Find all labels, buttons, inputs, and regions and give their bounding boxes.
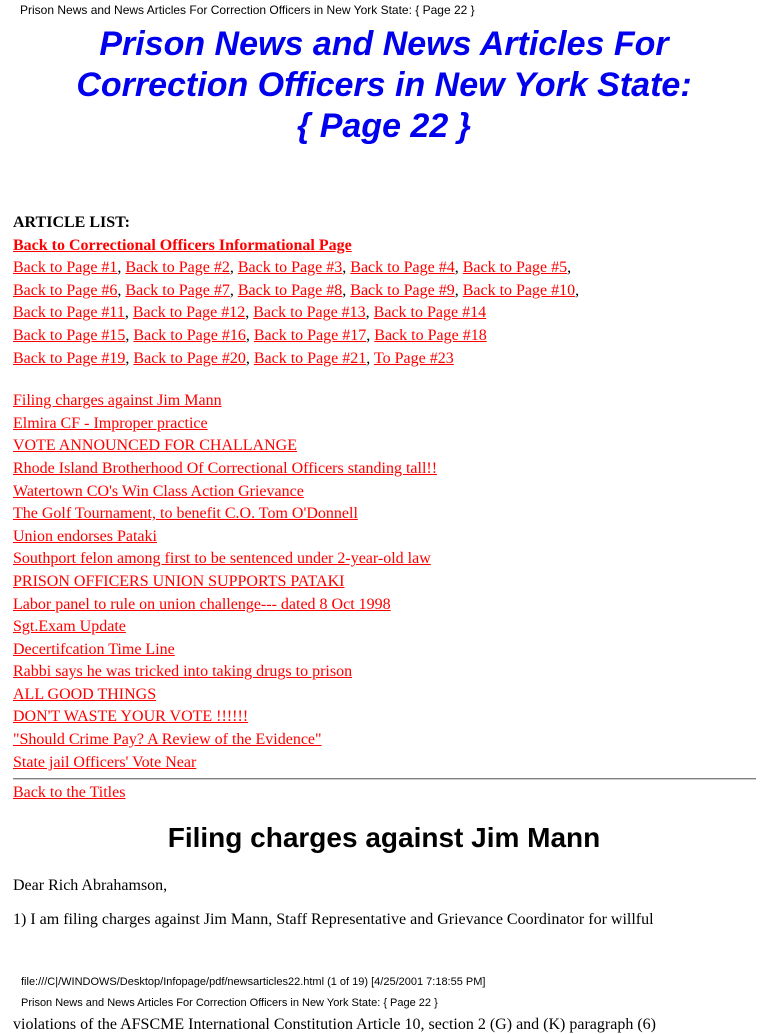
article-link[interactable]: Elmira CF - Improper practice — [13, 414, 208, 432]
page-link[interactable]: Back to Page #14 — [373, 304, 487, 322]
title-line: { Page 22 } — [297, 107, 471, 145]
page-link[interactable]: Back to Page #20 — [133, 349, 246, 367]
page-link[interactable]: Back to Page #5 — [462, 259, 568, 277]
page-link[interactable]: Back to Page #9 — [350, 281, 455, 299]
page-link[interactable]: Back to Page #12 — [132, 304, 246, 322]
salutation: Dear Rich Abrahamson, — [13, 877, 168, 894]
article-link[interactable]: Filing charges against Jim Mann — [13, 392, 222, 410]
page-link[interactable]: Back to Page #18 — [374, 326, 487, 344]
article-list — [13, 212, 758, 774]
page-link[interactable]: Back to Page #16 — [133, 326, 246, 344]
page-link[interactable]: Back to Page #7 — [125, 281, 230, 299]
info-page-link[interactable]: Back to Correctional Officers Informational Page — [13, 236, 352, 254]
title-line: Prison News and News Articles For — [99, 25, 669, 63]
page-link[interactable]: Back to Page #1 — [13, 259, 118, 277]
article-link[interactable]: Union endorses Pataki — [13, 527, 157, 545]
page-link-row: Back to Page #1, Back to Page #2, Back to Page #3, Back to Page #4, Back to Page #5, — [13, 259, 572, 277]
article-link[interactable]: PRISON OFFICERS UNION SUPPORTS PATAKI — [13, 572, 345, 590]
page-link[interactable]: Back to Page #3 — [237, 259, 343, 277]
article-paragraph: 1) I am filing charges against Jim Mann, Staff Representative and Grievance Coordinator for willful — [13, 911, 654, 928]
article-link[interactable]: The Golf Tournament, to benefit C.O. Tom O'Donnell — [13, 505, 358, 523]
article-link[interactable]: Sgt.Exam Update — [13, 618, 126, 636]
article-heading: Filing charges against Jim Mann — [167, 822, 601, 853]
back-to-titles-link[interactable]: Back to the Titles — [13, 784, 126, 801]
page-link[interactable]: Back to Page #8 — [237, 281, 343, 299]
article-link[interactable]: Rabbi says he was tricked into taking drugs to prison — [13, 663, 353, 681]
article-link[interactable]: Southport felon among first to be sentenced under 2-year-old law — [13, 550, 431, 568]
horizontal-rule — [13, 778, 756, 780]
footer-file-info: file:///C|/WINDOWS/Desktop/Infopage/pdf/newsarticles22.html (1 of 19) [4/25/2001 7:18:55 PM] — [21, 976, 486, 988]
footer-running-title: Prison News and News Articles For Correction Officers in New York State: { Page 22 } — [21, 997, 438, 1009]
page-title — [0, 24, 768, 147]
article-link[interactable]: Decertifcation Time Line — [13, 640, 175, 658]
page-link[interactable]: Back to Page #13 — [253, 304, 366, 322]
article-link[interactable]: DON'T WASTE YOUR VOTE !!!!!! — [13, 708, 249, 726]
page-link-row: Back to Page #15, Back to Page #16, Back to Page #17, Back to Page #18 — [13, 326, 487, 344]
page-link[interactable]: Back to Page #21 — [253, 349, 367, 367]
article-links — [13, 390, 758, 774]
page-link[interactable]: Back to Page #4 — [350, 259, 455, 277]
title-line: Correction Officers in New York State: — [76, 66, 692, 104]
article-link[interactable]: ALL GOOD THINGS — [13, 685, 157, 703]
page-link[interactable]: Back to Page #10 — [462, 281, 576, 299]
next-page-text: violations of the AFSCME International Constitution Article 10, section 2 (G) and (K) paragraph (6) — [13, 1016, 656, 1033]
page-link[interactable]: To Page #23 — [373, 349, 454, 367]
page-link[interactable]: Back to Page #11 — [13, 304, 125, 322]
page-link-row: Back to Page #11, Back to Page #12, Back to Page #13, Back to Page #14 — [13, 304, 487, 322]
page-link[interactable]: Back to Page #2 — [125, 259, 230, 277]
running-header: Prison News and News Articles For Correction Officers in New York State: { Page 22 } — [20, 3, 475, 17]
article-link[interactable]: VOTE ANNOUNCED FOR CHALLANGE — [13, 437, 297, 455]
page-link-row: Back to Page #6, Back to Page #7, Back to Page #8, Back to Page #9, Back to Page #10, — [13, 281, 580, 299]
page-link[interactable]: Back to Page #17 — [253, 326, 367, 344]
article-list-heading: ARTICLE LIST: — [13, 214, 130, 231]
article-link[interactable]: "Should Crime Pay? A Review of the Evidence" — [13, 731, 322, 749]
page-link[interactable]: Back to Page #19 — [13, 349, 126, 367]
article-link[interactable]: State jail Officers' Vote Near — [13, 753, 197, 771]
page-link[interactable]: Back to Page #6 — [13, 281, 118, 299]
article-link[interactable]: Rhode Island Brotherhood Of Correctional Officers standing tall!! — [13, 459, 438, 477]
page-link[interactable]: Back to Page #15 — [13, 326, 126, 344]
article-link[interactable]: Watertown CO's Win Class Action Grievance — [13, 482, 304, 500]
article-link[interactable]: Labor panel to rule on union challenge--- dated 8 Oct 1998 — [13, 595, 391, 613]
page-link-row: Back to Page #19, Back to Page #20, Back to Page #21, To Page #23 — [13, 349, 454, 367]
page-links — [13, 257, 758, 370]
